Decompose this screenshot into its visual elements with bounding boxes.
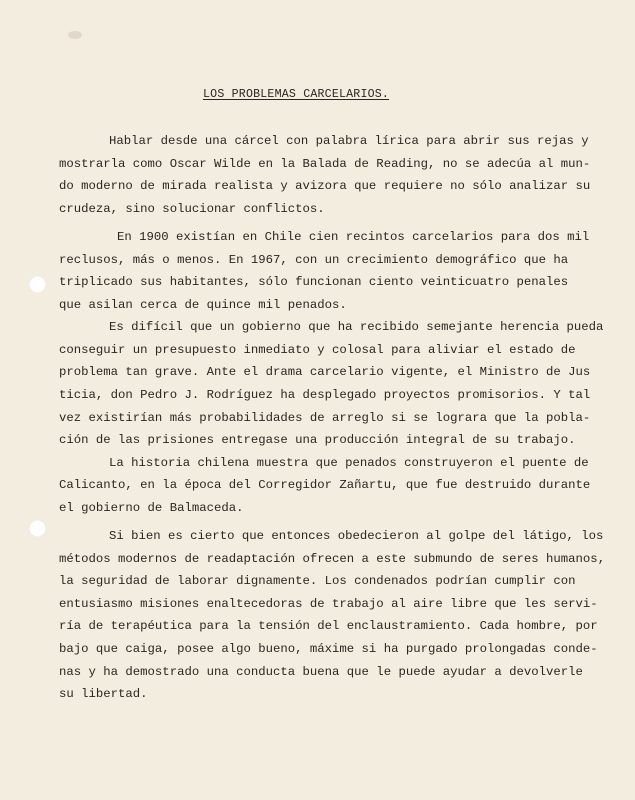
text-line: la seguridad de laborar dignamente. Los condenados podrían cumplir con — [59, 574, 576, 589]
text-line: reclusos, más o menos. En 1967, con un crecimiento demográfico que ha — [59, 252, 569, 267]
paragraph-3 — [59, 316, 619, 451]
text-line: conseguir un presupuesto inmediato y colosal para aliviar el estado de — [59, 342, 576, 357]
text-line: Calicanto, en la época del Corregidor Zañartu, que fue destruido durante — [59, 478, 591, 493]
text-line: do moderno de mirada realista y avizora que requiere no sólo analizar su — [59, 179, 591, 194]
page-smudge — [68, 31, 82, 39]
punch-hole-top — [29, 276, 46, 293]
text-line: nas y ha demostrado una conducta buena que le puede ayudar a devolverle — [59, 664, 583, 679]
text-line: En 1900 existían en Chile cien recintos carcelarios para dos mil — [117, 230, 590, 245]
text-line: Hablar desde una cárcel con palabra lírica para abrir sus rejas y — [109, 134, 589, 148]
text-line: ría de terapéutica para la tensión del enclaustramiento. Cada hombre, por — [59, 619, 598, 634]
text-line: su libertad. — [59, 687, 148, 702]
text-line: el gobierno de Balmaceda. — [59, 500, 244, 515]
text-line: problema tan grave. Ante el drama carcelario vigente, el Ministro de Jus — [59, 365, 591, 380]
text-line: vez existirían más probabilidades de arreglo si se lograra que la pobla- — [59, 410, 591, 425]
text-line: triplicado sus habitantes, sólo funcionan ciento veinticuatro penales — [59, 275, 569, 290]
text-line: La historia chilena muestra que penados construyeron el puente de — [109, 455, 589, 470]
text-line: Es difícil que un gobierno que ha recibido semejante herencia pueda — [109, 320, 604, 335]
text-line: métodos modernos de readaptación ofrecen a este submundo de seres humanos, — [59, 551, 606, 566]
text-line: ción de las prisiones entregase una producción integral de su trabajo. — [59, 433, 576, 448]
text-line: ticia, don Pedro J. Rodríguez ha desplegado proyectos promisorios. Y tal — [59, 388, 591, 403]
text-line: mostrarla como Oscar Wilde en la Balada de Reading, no se adecúa al mun- — [59, 156, 591, 171]
text-line: que asilan cerca de quince mil penados. — [59, 297, 347, 312]
text-line: Si bien es cierto que entonces obedecieron al golpe del látigo, los — [109, 529, 604, 544]
paragraph-4 — [59, 452, 619, 520]
text-line: entusiasmo misiones enaltecedoras de trabajo al aire libre que les servi- — [59, 596, 598, 611]
paragraph-5 — [59, 525, 619, 705]
text-line: crudeza, sino solucionar conflictos. — [59, 201, 325, 216]
document-title: LOS PROBLEMAS CARCELARIOS. — [203, 88, 390, 101]
document-body — [59, 130, 619, 706]
paragraph-1 — [59, 130, 619, 220]
paragraph-2 — [59, 226, 619, 316]
punch-hole-bottom — [29, 520, 46, 537]
text-line: bajo que caiga, posee algo bueno, máxime si ha purgado prolongadas conde- — [59, 642, 598, 657]
